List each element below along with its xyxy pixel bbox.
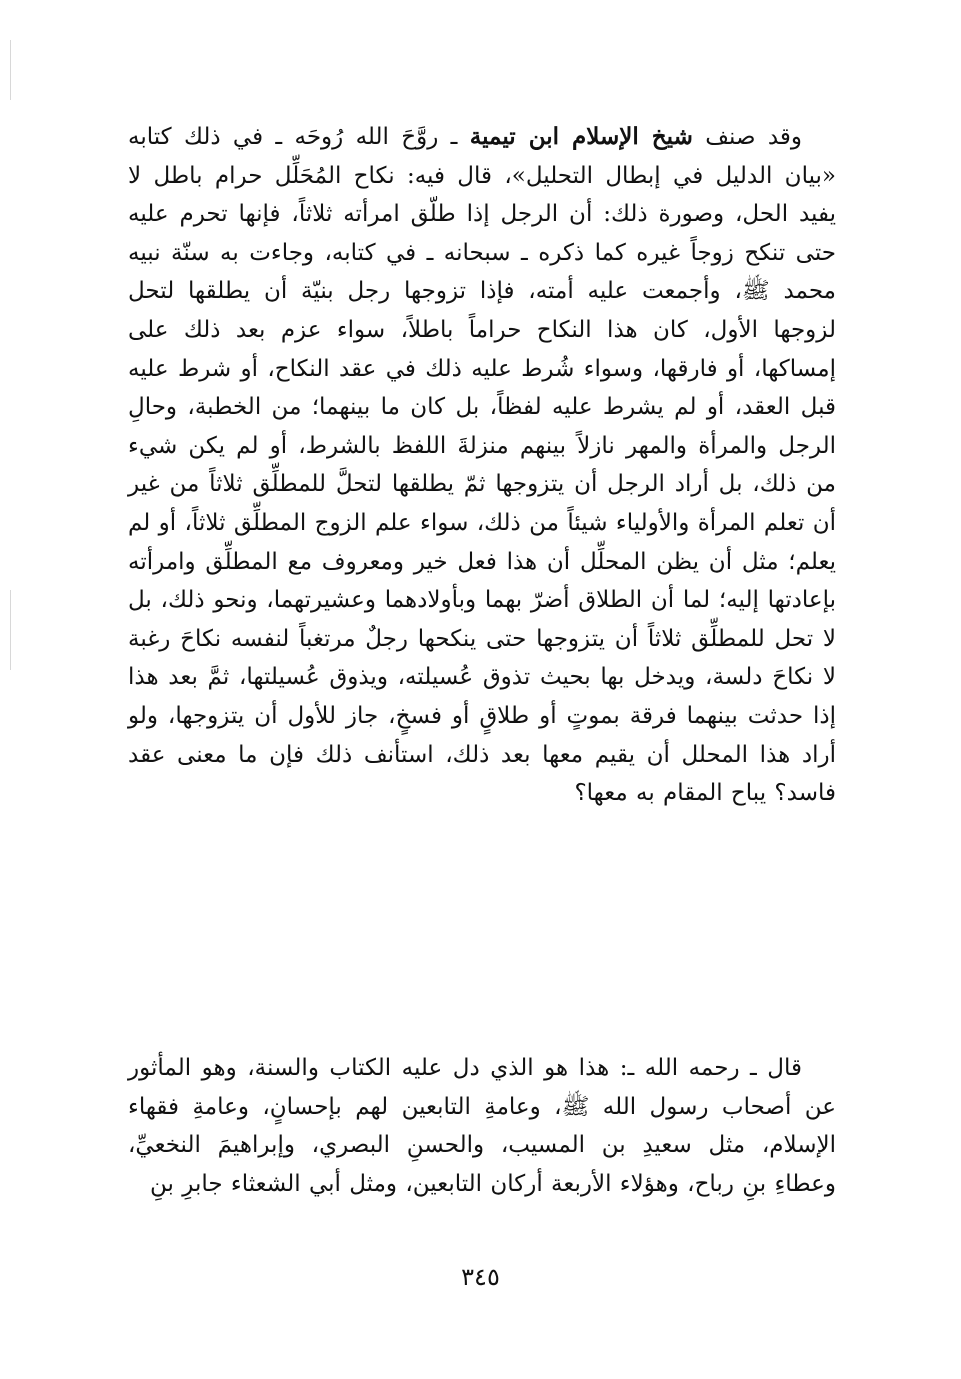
paragraph-opening-text: وقد صنف	[692, 124, 802, 150]
author-name-bold: شيخ الإسلام ابن تيمية	[469, 123, 693, 150]
paragraph-ibn-taymiyyah-tahlil	[128, 118, 836, 813]
paragraph-body-text: ـ روَّحَ الله رُوحَه ـ في ذلك كتابه «بيان الدليل في إبطال التحليل»، قال فيه: نكاح المُحَلِّل حرام باطل لا يفيد الحل، وصورة ذلك: أن الرجل إذا طلّق امرأته ثلاثاً، فإنها تحرم عليه حتى تنكح زوجاً غيره كما ذكره ـ سبحانه ـ في كتابه، وجاءت به سنّة نبيه محمد ﷺ، وأجمعت عليه أمته، فإذا تزوجها رجل بنيّة أن يطلقها لتحل لزوجها الأول، كان هذا النكاح حراماً باطلاً، سواء عزم بعد ذلك على إمساكها، أو فارقها، وسواء شُرط عليه ذلك في عقد النكاح، أو شرط عليه قبل العقد، أو لم يشرط عليه لفظاً، بل كان ما بينهما؛ من الخطبة، وحالِ الرجل والمرأة والمهر نازلاً بينهم منزلةَ اللفظ بالشرط، أو لم يكن شيء من ذلك، بل أراد الرجل أن يتزوجها ثمّ يطلقها لتحلَّ للمطلِّق ثلاثاً من غير أن تعلم المرأة والأولياء شيئاً من ذلك، سواء علم الزوج المطلِّق ثلاثاً، أو لم يعلم؛ مثل أن يظن المحلِّل أن هذا فعل خير ومعروف مع المطلِّق وامرأته بإعادتها إليه؛ لما أن الطلاق أضرّ بهما وبأولادهما وعشيرتهما، ونحو ذلك، بل لا تحل للمطلِّق ثلاثاً أن يتزوجها حتى ينكحها رجلٌ مرتغباً لنفسه نكاحَ رغبة لا نكاحَ دلسة، ويدخل بها بحيث تذوق عُسيلته، ويذوق عُسيلتها، ثمَّ بعد هذا إذا حدثت بينهما فرقة بموتٍ أو طلاقٍ أو فسخٍ، جاز للأول أن يتزوجها، ولو أراد هذا المحلل أن يقيم معها بعد ذلك، استأنف ذلك فإن ما معنى عقد فاسد؟ يباح المقام به معها؟	[128, 124, 837, 807]
page-number: ٣٤٥	[461, 1263, 500, 1291]
paragraph-evidence-companions	[128, 1049, 836, 1203]
scan-edge-mark	[10, 40, 11, 100]
scan-edge-mark	[10, 590, 11, 670]
paragraph-body-text: قال ـ رحمه الله ـ: هذا هو الذي دل عليه الكتاب والسنة، وهو المأثور عن أصحاب رسول الله ﷺ، وعامةِ التابعين لهم بإحسانٍ، وعامةِ فقهاء الإسلام، مثل سعيدِ بن المسيب، والحسنِ البصري، وإبراهيمَ النخعيِّ، وعطاءِ بنِ رباح، وهؤلاء الأربعة أركان التابعين، ومثل أبي الشعثاء جابرِ بنِ	[128, 1055, 836, 1197]
